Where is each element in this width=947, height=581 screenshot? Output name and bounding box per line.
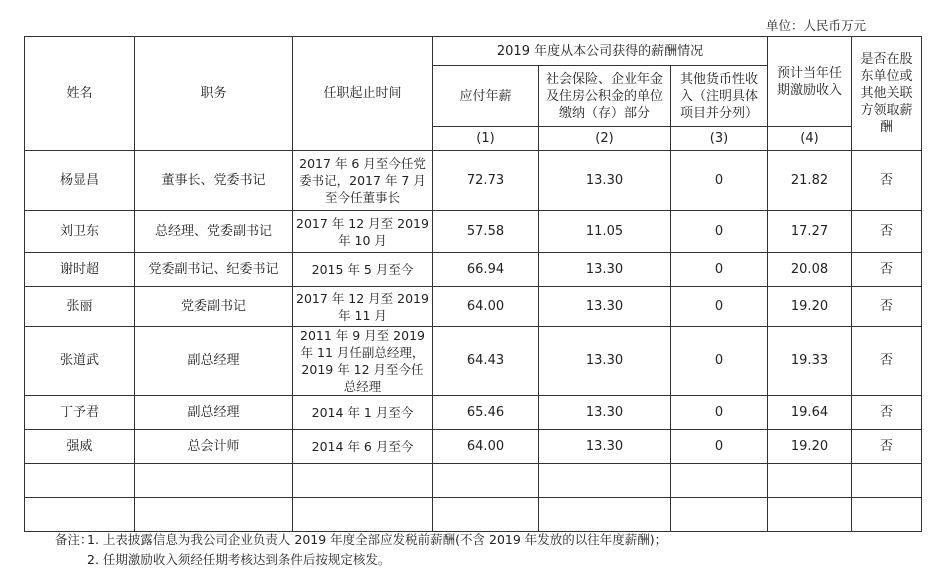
cell-term: 2015 年 5 月至今 <box>293 253 433 287</box>
cell-social: 13.30 <box>539 151 671 211</box>
cell-incentive: 19.20 <box>768 287 852 327</box>
note-text-1: 1. 上表披露信息为我公司企业负责人 2019 年度全部应发税前薪酬(不含 2019 年发放的以往年度薪酬)； <box>87 532 668 547</box>
cell-term: 2014 年 6 月至今 <box>293 430 433 464</box>
table-row <box>25 253 922 287</box>
cell-social: 13.30 <box>539 327 671 396</box>
note-line-1 <box>55 530 667 550</box>
cell-social: 13.30 <box>539 287 671 327</box>
empty-row <box>25 498 922 532</box>
header-social: 社会保险、企业年金及住房公积金的单位缴纳（存）部分 <box>539 66 671 127</box>
cell-social: 13.30 <box>539 430 671 464</box>
table-row <box>25 287 922 327</box>
compensation-table <box>24 36 922 532</box>
cell-name: 谢时超 <box>25 253 135 287</box>
unit-label: 单位：人民币万元 <box>766 18 867 33</box>
cell-incentive: 19.33 <box>768 327 852 396</box>
cell-term: 2017 年 12 月至 2019 年 10 月 <box>293 211 433 253</box>
cell-affiliate: 否 <box>852 396 922 430</box>
cell-name: 强威 <box>25 430 135 464</box>
cell-social: 11.05 <box>539 211 671 253</box>
header-incentive: 预计当年任期激励收入 <box>768 37 852 127</box>
header-name: 姓名 <box>25 37 135 151</box>
header-affiliate: 是否在股东单位或其他关联方领取薪酬 <box>852 37 922 151</box>
cell-name: 丁予君 <box>25 396 135 430</box>
header-num-4: (4) <box>768 127 852 151</box>
cell-name: 杨显昌 <box>25 151 135 211</box>
cell-other: 0 <box>671 287 768 327</box>
note-line-2 <box>55 550 667 570</box>
cell-incentive: 21.82 <box>768 151 852 211</box>
cell-incentive: 19.20 <box>768 430 852 464</box>
cell-other: 0 <box>671 327 768 396</box>
notes <box>55 530 667 570</box>
table-row <box>25 151 922 211</box>
cell-affiliate: 否 <box>852 287 922 327</box>
cell-affiliate: 否 <box>852 151 922 211</box>
cell-payable: 65.46 <box>433 396 539 430</box>
cell-other: 0 <box>671 151 768 211</box>
header-num-3: (3) <box>671 127 768 151</box>
cell-other: 0 <box>671 430 768 464</box>
cell-term: 2014 年 1 月至今 <box>293 396 433 430</box>
cell-social: 13.30 <box>539 253 671 287</box>
table-row <box>25 327 922 396</box>
header-term: 任职起止时间 <box>293 37 433 151</box>
cell-affiliate: 否 <box>852 253 922 287</box>
cell-incentive: 19.64 <box>768 396 852 430</box>
table-row <box>25 430 922 464</box>
cell-payable: 64.00 <box>433 430 539 464</box>
cell-incentive: 17.27 <box>768 211 852 253</box>
table-row <box>25 396 922 430</box>
header-other: 其他货币性收入（注明具体项目并分列） <box>671 66 768 127</box>
cell-position: 董事长、党委书记 <box>135 151 293 211</box>
cell-name: 张丽 <box>25 287 135 327</box>
cell-affiliate: 否 <box>852 327 922 396</box>
cell-payable: 64.43 <box>433 327 539 396</box>
cell-term: 2017 年 12 月至 2019 年 11 月 <box>293 287 433 327</box>
header-num-2: (2) <box>539 127 671 151</box>
cell-social: 13.30 <box>539 396 671 430</box>
cell-payable: 72.73 <box>433 151 539 211</box>
header-group: 2019 年度从本公司获得的薪酬情况 <box>433 37 768 66</box>
cell-other: 0 <box>671 253 768 287</box>
cell-position: 副总经理 <box>135 396 293 430</box>
cell-term: 2011 年 9 月至 2019 年 11 月任副总经理，2019 年 12 月至今任总经理 <box>293 327 433 396</box>
cell-position: 总经理、党委副书记 <box>135 211 293 253</box>
cell-position: 党委副书记、纪委书记 <box>135 253 293 287</box>
header-position: 职务 <box>135 37 293 151</box>
cell-payable: 66.94 <box>433 253 539 287</box>
note-label: 备注： <box>55 532 93 547</box>
cell-name: 张道武 <box>25 327 135 396</box>
cell-position: 总会计师 <box>135 430 293 464</box>
note-text-2: 2. 任期激励收入须经任期考核达到条件后按规定核发。 <box>87 552 391 567</box>
cell-payable: 64.00 <box>433 287 539 327</box>
cell-affiliate: 否 <box>852 211 922 253</box>
cell-payable: 57.58 <box>433 211 539 253</box>
cell-incentive: 20.08 <box>768 253 852 287</box>
cell-affiliate: 否 <box>852 430 922 464</box>
table-row <box>25 211 922 253</box>
cell-other: 0 <box>671 211 768 253</box>
cell-position: 党委副书记 <box>135 287 293 327</box>
header-num-1: (1) <box>433 127 539 151</box>
cell-name: 刘卫东 <box>25 211 135 253</box>
header-payable: 应付年薪 <box>433 66 539 127</box>
cell-other: 0 <box>671 396 768 430</box>
empty-row <box>25 464 922 498</box>
cell-term: 2017 年 6 月至今任党委书记，2017 年 7 月至今任董事长 <box>293 151 433 211</box>
cell-position: 副总经理 <box>135 327 293 396</box>
